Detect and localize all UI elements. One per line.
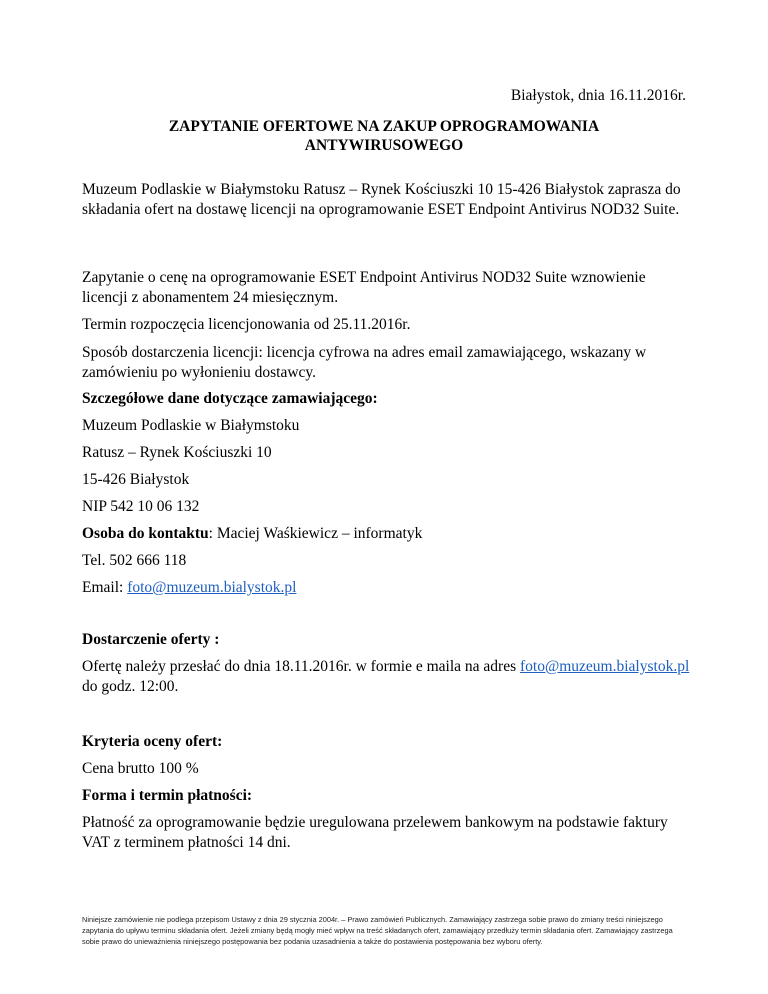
client-details-heading: Szczegółowe dane dotyczące zamawiającego: bbox=[82, 390, 378, 407]
offer-delivery-heading: Dostarczenie oferty : bbox=[82, 631, 220, 648]
offer-delivery-deadline: do godz. 12:00. bbox=[82, 678, 179, 695]
intro-paragraph: Muzeum Podlaskie w Białymstoku Ratusz – Rynek Kościuszki 10 15-426 Białystok zaprasza do składania ofert na dostawę licencji na oprogramowanie ESET Endpoint Antivirus NOD32 Suite. bbox=[82, 181, 681, 218]
client-city: 15-426 Białystok bbox=[82, 471, 190, 488]
client-email-line bbox=[82, 578, 692, 598]
license-start-paragraph: Termin rozpoczęcia licencjonowania od 25.11.2016r. bbox=[82, 316, 411, 333]
document-title-line-2: ANTYWIRUSOWEGO bbox=[304, 137, 464, 154]
client-nip: NIP 542 10 06 132 bbox=[82, 498, 200, 515]
contact-person-label: Osoba do kontaktu bbox=[82, 525, 209, 542]
offer-delivery-text: Ofertę należy przesłać do dnia 18.11.2016r. w formie e maila na adres bbox=[82, 658, 520, 675]
client-email-label: Email: bbox=[82, 579, 128, 596]
client-name: Muzeum Podlaskie w Białymstoku bbox=[82, 417, 300, 434]
criteria-text: Cena brutto 100 % bbox=[82, 760, 199, 777]
document-title-line-1: ZAPYTANIE OFERTOWE NA ZAKUP OPROGRAMOWANIA bbox=[168, 118, 600, 135]
place-date: Białystok, dnia 16.11.2016r. bbox=[510, 87, 686, 104]
offer-delivery-paragraph bbox=[82, 657, 692, 697]
criteria-heading: Kryteria oceny ofert: bbox=[82, 733, 223, 750]
contact-person bbox=[82, 524, 692, 544]
payment-paragraph: Płatność za oprogramowanie będzie uregulowana przelewem bankowym na podstawie faktury VAT z terminem płatności 14 dni. bbox=[82, 814, 668, 851]
offer-delivery-email-link[interactable]: foto@muzeum.bialystok.pl bbox=[520, 658, 690, 675]
payment-heading: Forma i termin płatności: bbox=[82, 787, 253, 804]
client-address: Ratusz – Rynek Kościuszki 10 bbox=[82, 444, 272, 461]
client-email-link[interactable]: foto@muzeum.bialystok.pl bbox=[127, 579, 297, 596]
footer-note: Niniejsze zamówienie nie podlega przepisom Ustawy z dnia 29 stycznia 2004r. – Prawo zamówień Publicznych. Zamawiający zastrzega sobie prawo do zmiany treści niniejszego zapytania do upływu terminu składania ofert. Jeżeli zmiany będą mogły mieć wpływ na treść składanych ofert, zamawiający przedłuży termin składania ofert. Zamawiający zastrzega sobie prawo do unieważnienia niniejszego postępowania bez podania uzasadnienia a także do postawienia postępowania bez wyboru oferty. bbox=[82, 915, 673, 946]
delivery-method-paragraph: Sposób dostarczenia licencji: licencja cyfrowa na adres email zamawiającego, wskazany w zamówieniu po wyłonieniu dostawcy. bbox=[82, 344, 647, 381]
contact-person-value: : Maciej Waśkiewicz – informatyk bbox=[208, 525, 423, 542]
request-paragraph: Zapytanie o cenę na oprogramowanie ESET Endpoint Antivirus NOD32 Suite wznowienie licencji z abonamentem 24 miesięcznym. bbox=[82, 269, 646, 306]
client-phone: Tel. 502 666 118 bbox=[82, 552, 187, 569]
